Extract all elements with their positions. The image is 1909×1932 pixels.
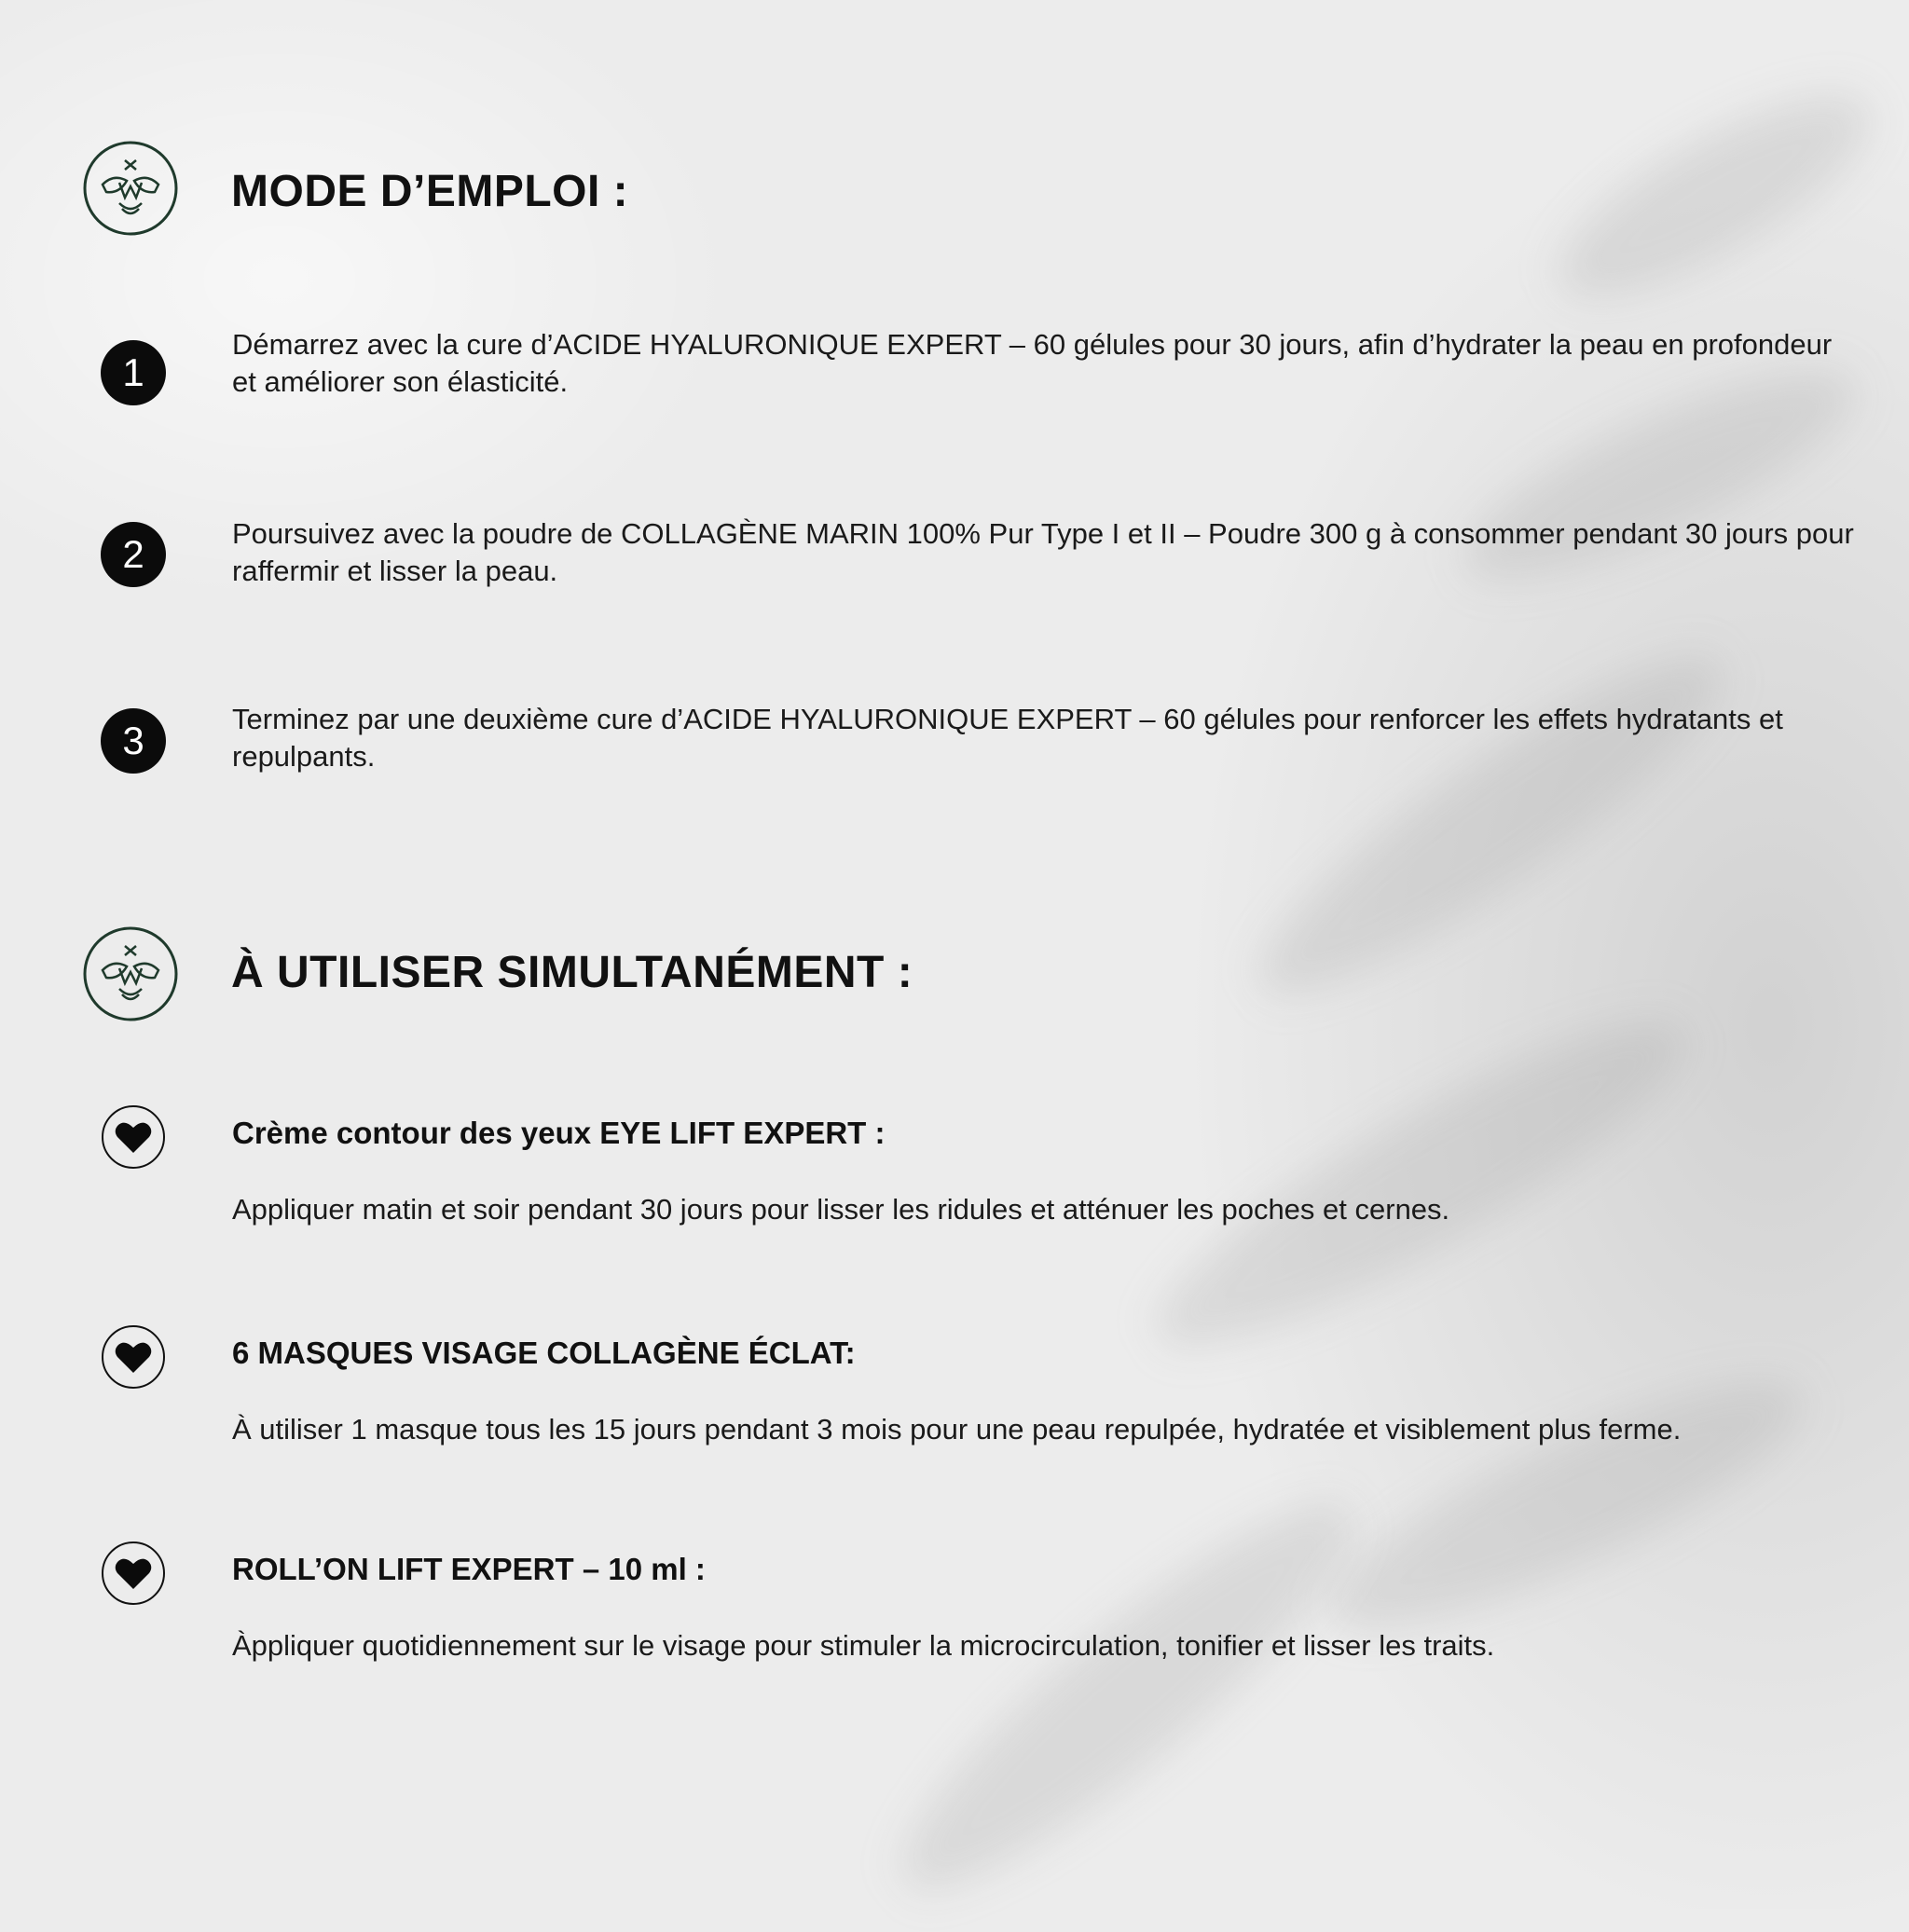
section-heading-mode-emploi: MODE D’EMPLOI : [231, 167, 629, 216]
step-number-badge: 3 [101, 708, 166, 774]
product-title: ROLL’ON LIFT EXPERT – 10 ml : [232, 1552, 706, 1586]
heart-icon [101, 1541, 166, 1606]
heart-icon [101, 1104, 166, 1170]
product-description: Àppliquer quotidiennement sur le visage pour stimuler la microcirculation, tonifier et lisser les traits. [232, 1629, 1495, 1662]
bee-logo-icon [82, 925, 179, 1022]
section-heading-simultanement: À UTILISER SIMULTANÉMENT : [231, 948, 913, 997]
step-number-badge: 1 [101, 340, 166, 405]
heart-icon [101, 1324, 166, 1390]
product-description: Appliquer matin et soir pendant 30 jours pour lisser les ridules et atténuer les poches et cernes. [232, 1193, 1450, 1226]
step-text: Terminez par une deuxième cure d’ACIDE HYALURONIQUE EXPERT – 60 gélules pour renforcer les effets hydratants et repulpants. [232, 703, 1783, 773]
step-number-badge: 2 [101, 522, 166, 587]
step-text: Poursuivez avec la poudre de COLLAGÈNE MARIN 100% Pur Type I et II – Poudre 300 g à consommer pendant 30 jours pour raffermir et lisser la peau. [232, 517, 1854, 587]
step-text: Démarrez avec la cure d’ACIDE HYALURONIQUE EXPERT – 60 gélules pour 30 jours, afin d’hydrater la peau en profondeur et améliorer son élasticité. [232, 328, 1833, 398]
bee-logo-icon [82, 140, 179, 237]
product-description: À utiliser 1 masque tous les 15 jours pendant 3 mois pour une peau repulpée, hydratée et visiblement plus ferme. [232, 1413, 1682, 1446]
product-title: 6 MASQUES VISAGE COLLAGÈNE ÉCLAT: [232, 1336, 856, 1370]
product-title: Crème contour des yeux EYE LIFT EXPERT : [232, 1116, 886, 1150]
